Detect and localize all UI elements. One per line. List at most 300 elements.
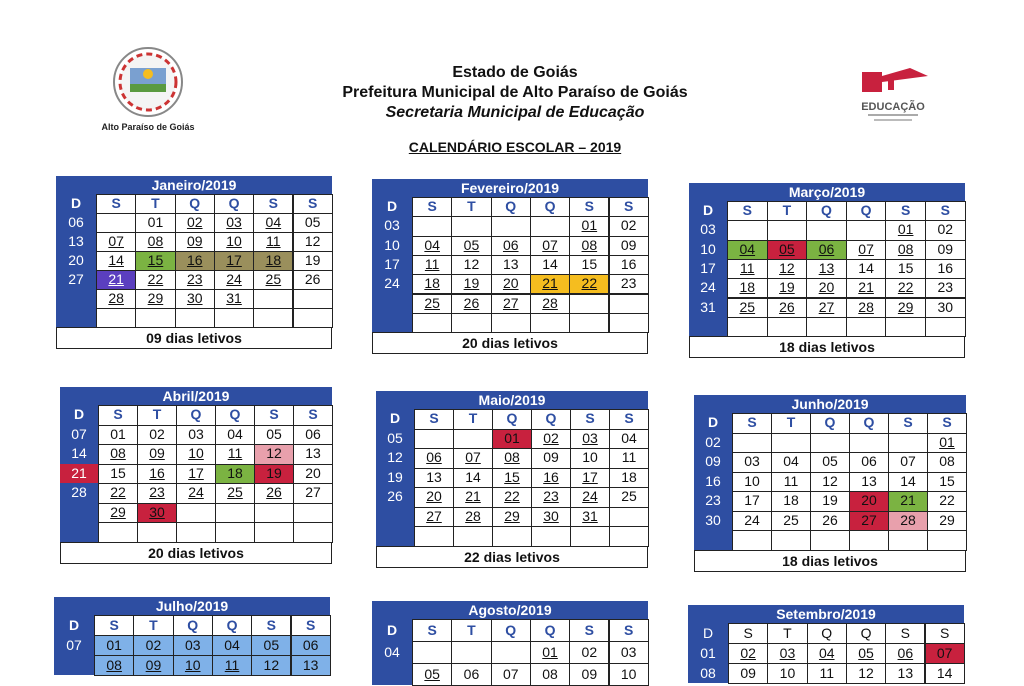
weekday-header: S bbox=[94, 615, 134, 636]
day-number: 09 bbox=[543, 449, 559, 465]
day-number: 03 bbox=[744, 453, 760, 469]
sunday-date: 31 bbox=[700, 298, 716, 315]
day-number: 02 bbox=[186, 214, 203, 230]
day-number: 10 bbox=[226, 233, 242, 249]
day-number: 06 bbox=[463, 666, 480, 682]
sunday-date: 23 bbox=[705, 492, 721, 508]
day-cell bbox=[530, 255, 570, 275]
day-cell bbox=[888, 472, 928, 493]
day-number: 13 bbox=[302, 657, 319, 673]
day-number: 11 bbox=[621, 449, 637, 465]
day-cell bbox=[491, 274, 531, 294]
day-cell bbox=[885, 643, 925, 664]
day-number: 17 bbox=[582, 468, 598, 485]
day-number: 12 bbox=[858, 665, 874, 681]
day-number: 08 bbox=[581, 236, 598, 253]
day-cell bbox=[806, 259, 847, 279]
day-cell bbox=[531, 448, 571, 469]
day-number: 16 bbox=[937, 259, 954, 276]
day-number: 05 bbox=[463, 236, 480, 253]
day-number: T bbox=[783, 625, 792, 641]
day-cell bbox=[412, 216, 452, 236]
sunday-date: 09 bbox=[705, 453, 721, 469]
weekday-header: S bbox=[888, 413, 928, 434]
weekday-header: T bbox=[451, 197, 491, 217]
day-cell bbox=[293, 213, 333, 233]
weekday-header: Q bbox=[492, 409, 532, 430]
day-number: 25 bbox=[739, 298, 756, 315]
day-cell bbox=[214, 251, 254, 271]
day-cell bbox=[98, 483, 138, 504]
day-cell bbox=[254, 444, 294, 465]
day-number: 24 bbox=[226, 271, 242, 287]
day-number: 08 bbox=[106, 657, 122, 673]
day-cell bbox=[771, 530, 811, 551]
sunday-date bbox=[56, 308, 96, 327]
day-cell bbox=[530, 294, 570, 314]
day-cell bbox=[133, 655, 173, 676]
weekday-header: T bbox=[767, 201, 808, 221]
day-number: 20 bbox=[426, 488, 442, 504]
sunday-date: 03 bbox=[384, 217, 400, 234]
day-number: 07 bbox=[108, 233, 124, 249]
day-cell bbox=[491, 641, 531, 664]
day-number: 20 bbox=[502, 275, 519, 292]
day-number: 28 bbox=[108, 290, 124, 306]
weekday-header: T bbox=[137, 405, 177, 426]
day-cell bbox=[849, 511, 889, 532]
day-number: 01 bbox=[106, 637, 122, 653]
day-number: 12 bbox=[463, 255, 480, 272]
day-cell bbox=[254, 522, 294, 543]
day-cell bbox=[807, 663, 847, 684]
day-number: 30 bbox=[543, 507, 559, 524]
weekday-header: Q bbox=[214, 194, 254, 214]
day-number: 03 bbox=[620, 644, 637, 660]
day-number: 11 bbox=[740, 259, 755, 276]
day-number: 19 bbox=[304, 252, 321, 268]
weekday-header: T bbox=[133, 615, 173, 636]
day-number: 10 bbox=[620, 666, 637, 682]
day-cell bbox=[414, 487, 454, 508]
day-number: 06 bbox=[897, 645, 914, 661]
day-number: 21 bbox=[858, 279, 874, 296]
day-cell bbox=[491, 236, 531, 256]
sunday-date: 10 bbox=[384, 236, 400, 253]
day-number: 07 bbox=[502, 666, 519, 682]
day-number: 15 bbox=[110, 464, 126, 481]
day-number: 08 bbox=[897, 240, 914, 257]
weekday-header-sunday: D bbox=[386, 622, 398, 638]
day-cell bbox=[570, 429, 610, 450]
day-cell bbox=[885, 298, 926, 318]
day-cell bbox=[293, 308, 333, 328]
sunday-date: 03 bbox=[700, 221, 716, 238]
day-cell bbox=[414, 448, 454, 469]
day-cell bbox=[453, 448, 493, 469]
day-cell bbox=[569, 255, 609, 275]
day-cell bbox=[767, 298, 808, 318]
day-number: 07 bbox=[542, 236, 558, 253]
day-number: S bbox=[743, 625, 753, 641]
day-cell bbox=[530, 313, 570, 333]
day-cell bbox=[215, 444, 255, 465]
weekday-header-sunday: D bbox=[386, 198, 398, 214]
day-cell bbox=[530, 216, 570, 236]
day-cell bbox=[175, 289, 215, 309]
day-number: 12 bbox=[822, 472, 838, 489]
sunday-date: 20 bbox=[68, 252, 84, 268]
day-cell bbox=[491, 663, 531, 686]
weekday-header: Q bbox=[212, 615, 252, 636]
day-number: 27 bbox=[305, 484, 321, 500]
day-cell bbox=[414, 429, 454, 450]
day-cell bbox=[451, 313, 491, 333]
day-number: 29 bbox=[504, 507, 520, 524]
day-number: 27 bbox=[502, 294, 519, 311]
svg-text:Alto Paraíso de Goiás: Alto Paraíso de Goiás bbox=[101, 122, 195, 132]
day-number: 08 bbox=[542, 666, 558, 682]
day-cell bbox=[927, 491, 967, 512]
weekday-header: Q bbox=[491, 197, 531, 217]
day-number: 19 bbox=[266, 464, 282, 481]
day-number: 04 bbox=[227, 425, 243, 442]
day-number: 08 bbox=[147, 233, 164, 249]
day-cell bbox=[253, 289, 293, 309]
day-cell bbox=[569, 313, 609, 333]
day-number: 31 bbox=[226, 290, 242, 306]
day-number: 14 bbox=[108, 252, 124, 268]
day-cell bbox=[806, 317, 847, 337]
day-cell bbox=[732, 472, 772, 493]
day-cell bbox=[215, 464, 255, 485]
day-cell bbox=[253, 251, 293, 271]
day-cell bbox=[569, 216, 609, 236]
day-cell bbox=[412, 641, 452, 664]
sunday-date: 12 bbox=[387, 449, 403, 465]
day-number: 05 bbox=[263, 637, 280, 653]
day-cell bbox=[96, 270, 136, 290]
day-cell bbox=[885, 317, 926, 337]
day-cell bbox=[453, 468, 493, 489]
day-number: 21 bbox=[465, 488, 481, 504]
day-cell bbox=[767, 259, 808, 279]
day-cell bbox=[732, 530, 772, 551]
day-cell bbox=[175, 251, 215, 271]
school-days-count: 20 dias letivos bbox=[372, 332, 648, 354]
day-number: 30 bbox=[149, 503, 165, 520]
day-number: 29 bbox=[897, 298, 914, 315]
day-cell bbox=[492, 468, 532, 489]
weekday-header: Q bbox=[530, 197, 570, 217]
day-cell bbox=[885, 259, 926, 279]
weekday-header: T bbox=[451, 619, 491, 642]
day-cell bbox=[212, 635, 252, 656]
day-number: 30 bbox=[937, 298, 954, 315]
day-cell bbox=[771, 452, 811, 473]
day-cell bbox=[453, 487, 493, 508]
weekday-header: T bbox=[135, 194, 175, 214]
day-cell bbox=[609, 526, 649, 547]
day-cell bbox=[175, 213, 215, 233]
day-cell bbox=[96, 213, 136, 233]
weekday-header: S bbox=[293, 405, 333, 426]
day-cell bbox=[530, 663, 570, 686]
day-cell bbox=[927, 452, 967, 473]
sunday-date: 14 bbox=[71, 445, 87, 461]
day-cell bbox=[293, 425, 333, 446]
weekday-header: T bbox=[453, 409, 493, 430]
month-title: Maio/2019 bbox=[376, 391, 648, 409]
day-cell bbox=[846, 259, 887, 279]
day-number: 24 bbox=[188, 484, 204, 500]
sunday-date: 07 bbox=[71, 425, 87, 442]
day-cell bbox=[806, 220, 847, 240]
day-cell bbox=[609, 274, 649, 294]
day-number: 18 bbox=[227, 464, 243, 481]
day-cell bbox=[215, 425, 255, 446]
day-cell bbox=[173, 655, 213, 676]
day-number: 23 bbox=[149, 484, 165, 500]
weekday-header: S bbox=[254, 405, 294, 426]
day-cell bbox=[728, 643, 768, 664]
day-cell bbox=[215, 522, 255, 543]
day-cell bbox=[885, 240, 926, 260]
sunday-date bbox=[689, 317, 727, 336]
day-number: 26 bbox=[779, 298, 795, 315]
school-days-count: 20 dias letivos bbox=[60, 542, 332, 564]
day-cell bbox=[453, 526, 493, 547]
day-cell bbox=[176, 522, 216, 543]
weekday-header: Q bbox=[215, 405, 255, 426]
day-number: 06 bbox=[818, 240, 835, 257]
day-number: 02 bbox=[740, 645, 756, 661]
day-cell bbox=[293, 522, 333, 543]
day-number: 16 bbox=[543, 468, 559, 485]
weekday-header: T bbox=[771, 413, 811, 434]
day-cell bbox=[253, 270, 293, 290]
day-cell bbox=[214, 213, 254, 233]
weekday-header-sunday: D bbox=[68, 617, 80, 633]
day-number: Q bbox=[821, 625, 833, 641]
weekday-header: S bbox=[570, 409, 610, 430]
day-number: 20 bbox=[861, 492, 877, 508]
day-cell bbox=[96, 308, 136, 328]
day-number: 01 bbox=[542, 644, 558, 660]
weekday-header: S bbox=[414, 409, 454, 430]
sunday-date: 30 bbox=[705, 511, 721, 528]
day-number: 04 bbox=[818, 645, 835, 661]
day-number: 04 bbox=[424, 236, 440, 253]
sunday-date bbox=[372, 313, 412, 332]
day-cell bbox=[609, 236, 649, 256]
day-number: 02 bbox=[581, 644, 598, 660]
day-cell bbox=[925, 298, 966, 318]
sunday-date: 17 bbox=[384, 255, 400, 272]
day-cell bbox=[927, 472, 967, 493]
month-title: Setembro/2019 bbox=[688, 605, 964, 623]
day-cell bbox=[173, 635, 213, 656]
day-cell bbox=[732, 433, 772, 454]
day-number: 23 bbox=[620, 275, 637, 292]
day-cell bbox=[175, 232, 215, 252]
sunday-date: 02 bbox=[705, 433, 721, 450]
day-number: 07 bbox=[858, 240, 874, 257]
day-number: 09 bbox=[937, 240, 954, 257]
day-number: 04 bbox=[783, 453, 799, 469]
day-number: 20 bbox=[818, 279, 835, 296]
day-cell bbox=[885, 220, 926, 240]
day-number: 09 bbox=[620, 236, 637, 253]
day-cell bbox=[767, 643, 807, 664]
day-cell bbox=[570, 526, 610, 547]
day-number: 22 bbox=[504, 488, 520, 504]
day-cell bbox=[771, 433, 811, 454]
day-cell bbox=[767, 278, 808, 298]
secretariat-title: Secretaria Municipal de Educação bbox=[385, 104, 645, 121]
day-number: 05 bbox=[858, 645, 874, 661]
day-number: 12 bbox=[304, 233, 321, 249]
day-number: 04 bbox=[739, 240, 756, 257]
day-number: 13 bbox=[818, 259, 835, 276]
day-number: 18 bbox=[265, 252, 282, 268]
weekday-header: S bbox=[609, 197, 649, 217]
day-cell bbox=[609, 313, 649, 333]
month-title: Junho/2019 bbox=[694, 395, 966, 413]
day-cell bbox=[293, 289, 333, 309]
weekday-header: Q bbox=[173, 615, 213, 636]
day-cell bbox=[451, 274, 491, 294]
sunday-date: 08 bbox=[700, 665, 716, 681]
state-title: Estado de Goiás bbox=[452, 64, 578, 81]
day-number: 15 bbox=[581, 255, 598, 272]
day-cell bbox=[727, 278, 768, 298]
municipal-seal-icon bbox=[78, 44, 218, 136]
day-cell bbox=[806, 298, 847, 318]
sunday-date: 16 bbox=[705, 472, 721, 489]
day-number: 28 bbox=[858, 298, 874, 315]
day-cell bbox=[767, 317, 808, 337]
day-cell bbox=[137, 522, 177, 543]
day-cell bbox=[94, 655, 134, 676]
day-number: 19 bbox=[779, 279, 795, 296]
day-cell bbox=[927, 511, 967, 532]
weekday-header: S bbox=[96, 194, 136, 214]
day-cell bbox=[806, 240, 847, 260]
sunday-date: 19 bbox=[387, 468, 403, 485]
day-number: 10 bbox=[582, 449, 598, 465]
day-cell bbox=[810, 452, 850, 473]
day-cell bbox=[531, 487, 571, 508]
day-cell bbox=[98, 503, 138, 524]
weekday-header: S bbox=[251, 615, 291, 636]
day-cell bbox=[291, 655, 331, 676]
day-cell bbox=[253, 213, 293, 233]
day-number: 07 bbox=[465, 449, 481, 465]
day-cell bbox=[214, 232, 254, 252]
day-number: 05 bbox=[266, 425, 282, 442]
weekday-header: Q bbox=[491, 619, 531, 642]
day-number: 02 bbox=[543, 429, 559, 446]
sunday-date bbox=[372, 294, 412, 313]
day-cell bbox=[569, 274, 609, 294]
day-number: 06 bbox=[302, 637, 319, 653]
day-number: 16 bbox=[620, 255, 637, 272]
prefecture-title: Prefeitura Municipal de Alto Paraíso de Goiás bbox=[342, 84, 688, 101]
day-number: 02 bbox=[149, 425, 165, 442]
day-number: 23 bbox=[186, 271, 203, 287]
day-cell bbox=[609, 216, 649, 236]
sunday-date: 28 bbox=[71, 484, 87, 500]
day-number: 06 bbox=[426, 449, 442, 465]
day-cell bbox=[175, 308, 215, 328]
weekday-header: Q bbox=[176, 405, 216, 426]
day-cell bbox=[569, 236, 609, 256]
day-number: 01 bbox=[147, 214, 164, 230]
weekday-header: Q bbox=[530, 619, 570, 642]
day-cell bbox=[133, 635, 173, 656]
sunday-date bbox=[60, 503, 98, 523]
day-number: 14 bbox=[936, 665, 953, 681]
day-cell bbox=[492, 429, 532, 450]
day-cell bbox=[253, 308, 293, 328]
sunday-date: 07 bbox=[66, 637, 82, 653]
day-cell bbox=[727, 317, 768, 337]
day-number: 02 bbox=[620, 217, 637, 234]
day-cell bbox=[414, 468, 454, 489]
day-number: 12 bbox=[263, 657, 280, 673]
day-number: 22 bbox=[581, 275, 598, 292]
day-cell bbox=[728, 623, 768, 644]
day-cell bbox=[732, 491, 772, 512]
day-cell bbox=[412, 313, 452, 333]
month-title: Março/2019 bbox=[689, 183, 965, 201]
day-cell bbox=[491, 216, 531, 236]
day-cell bbox=[569, 663, 609, 686]
day-cell bbox=[810, 530, 850, 551]
day-cell bbox=[135, 270, 175, 290]
day-cell bbox=[293, 270, 333, 290]
day-cell bbox=[412, 294, 452, 314]
day-cell bbox=[885, 278, 926, 298]
day-number: 28 bbox=[542, 294, 558, 311]
day-number: 19 bbox=[822, 492, 838, 508]
weekday-header: S bbox=[412, 197, 452, 217]
day-cell bbox=[531, 429, 571, 450]
day-cell bbox=[925, 623, 965, 644]
day-cell bbox=[491, 313, 531, 333]
day-number: 13 bbox=[502, 255, 519, 272]
day-cell bbox=[925, 278, 966, 298]
day-cell bbox=[137, 483, 177, 504]
day-cell bbox=[291, 635, 331, 656]
day-cell bbox=[569, 641, 609, 664]
day-number: 27 bbox=[861, 511, 877, 528]
day-cell bbox=[531, 526, 571, 547]
day-cell bbox=[293, 503, 333, 524]
day-number: 10 bbox=[184, 657, 201, 673]
day-cell bbox=[214, 289, 254, 309]
day-number: 08 bbox=[110, 445, 126, 461]
day-number: 21 bbox=[900, 492, 916, 508]
day-number: 11 bbox=[224, 657, 240, 673]
sunday-date: 24 bbox=[384, 275, 400, 292]
day-number: 29 bbox=[147, 290, 164, 306]
day-cell bbox=[98, 522, 138, 543]
weekday-header: Q bbox=[846, 201, 887, 221]
day-number: 17 bbox=[744, 492, 760, 508]
day-cell bbox=[491, 255, 531, 275]
